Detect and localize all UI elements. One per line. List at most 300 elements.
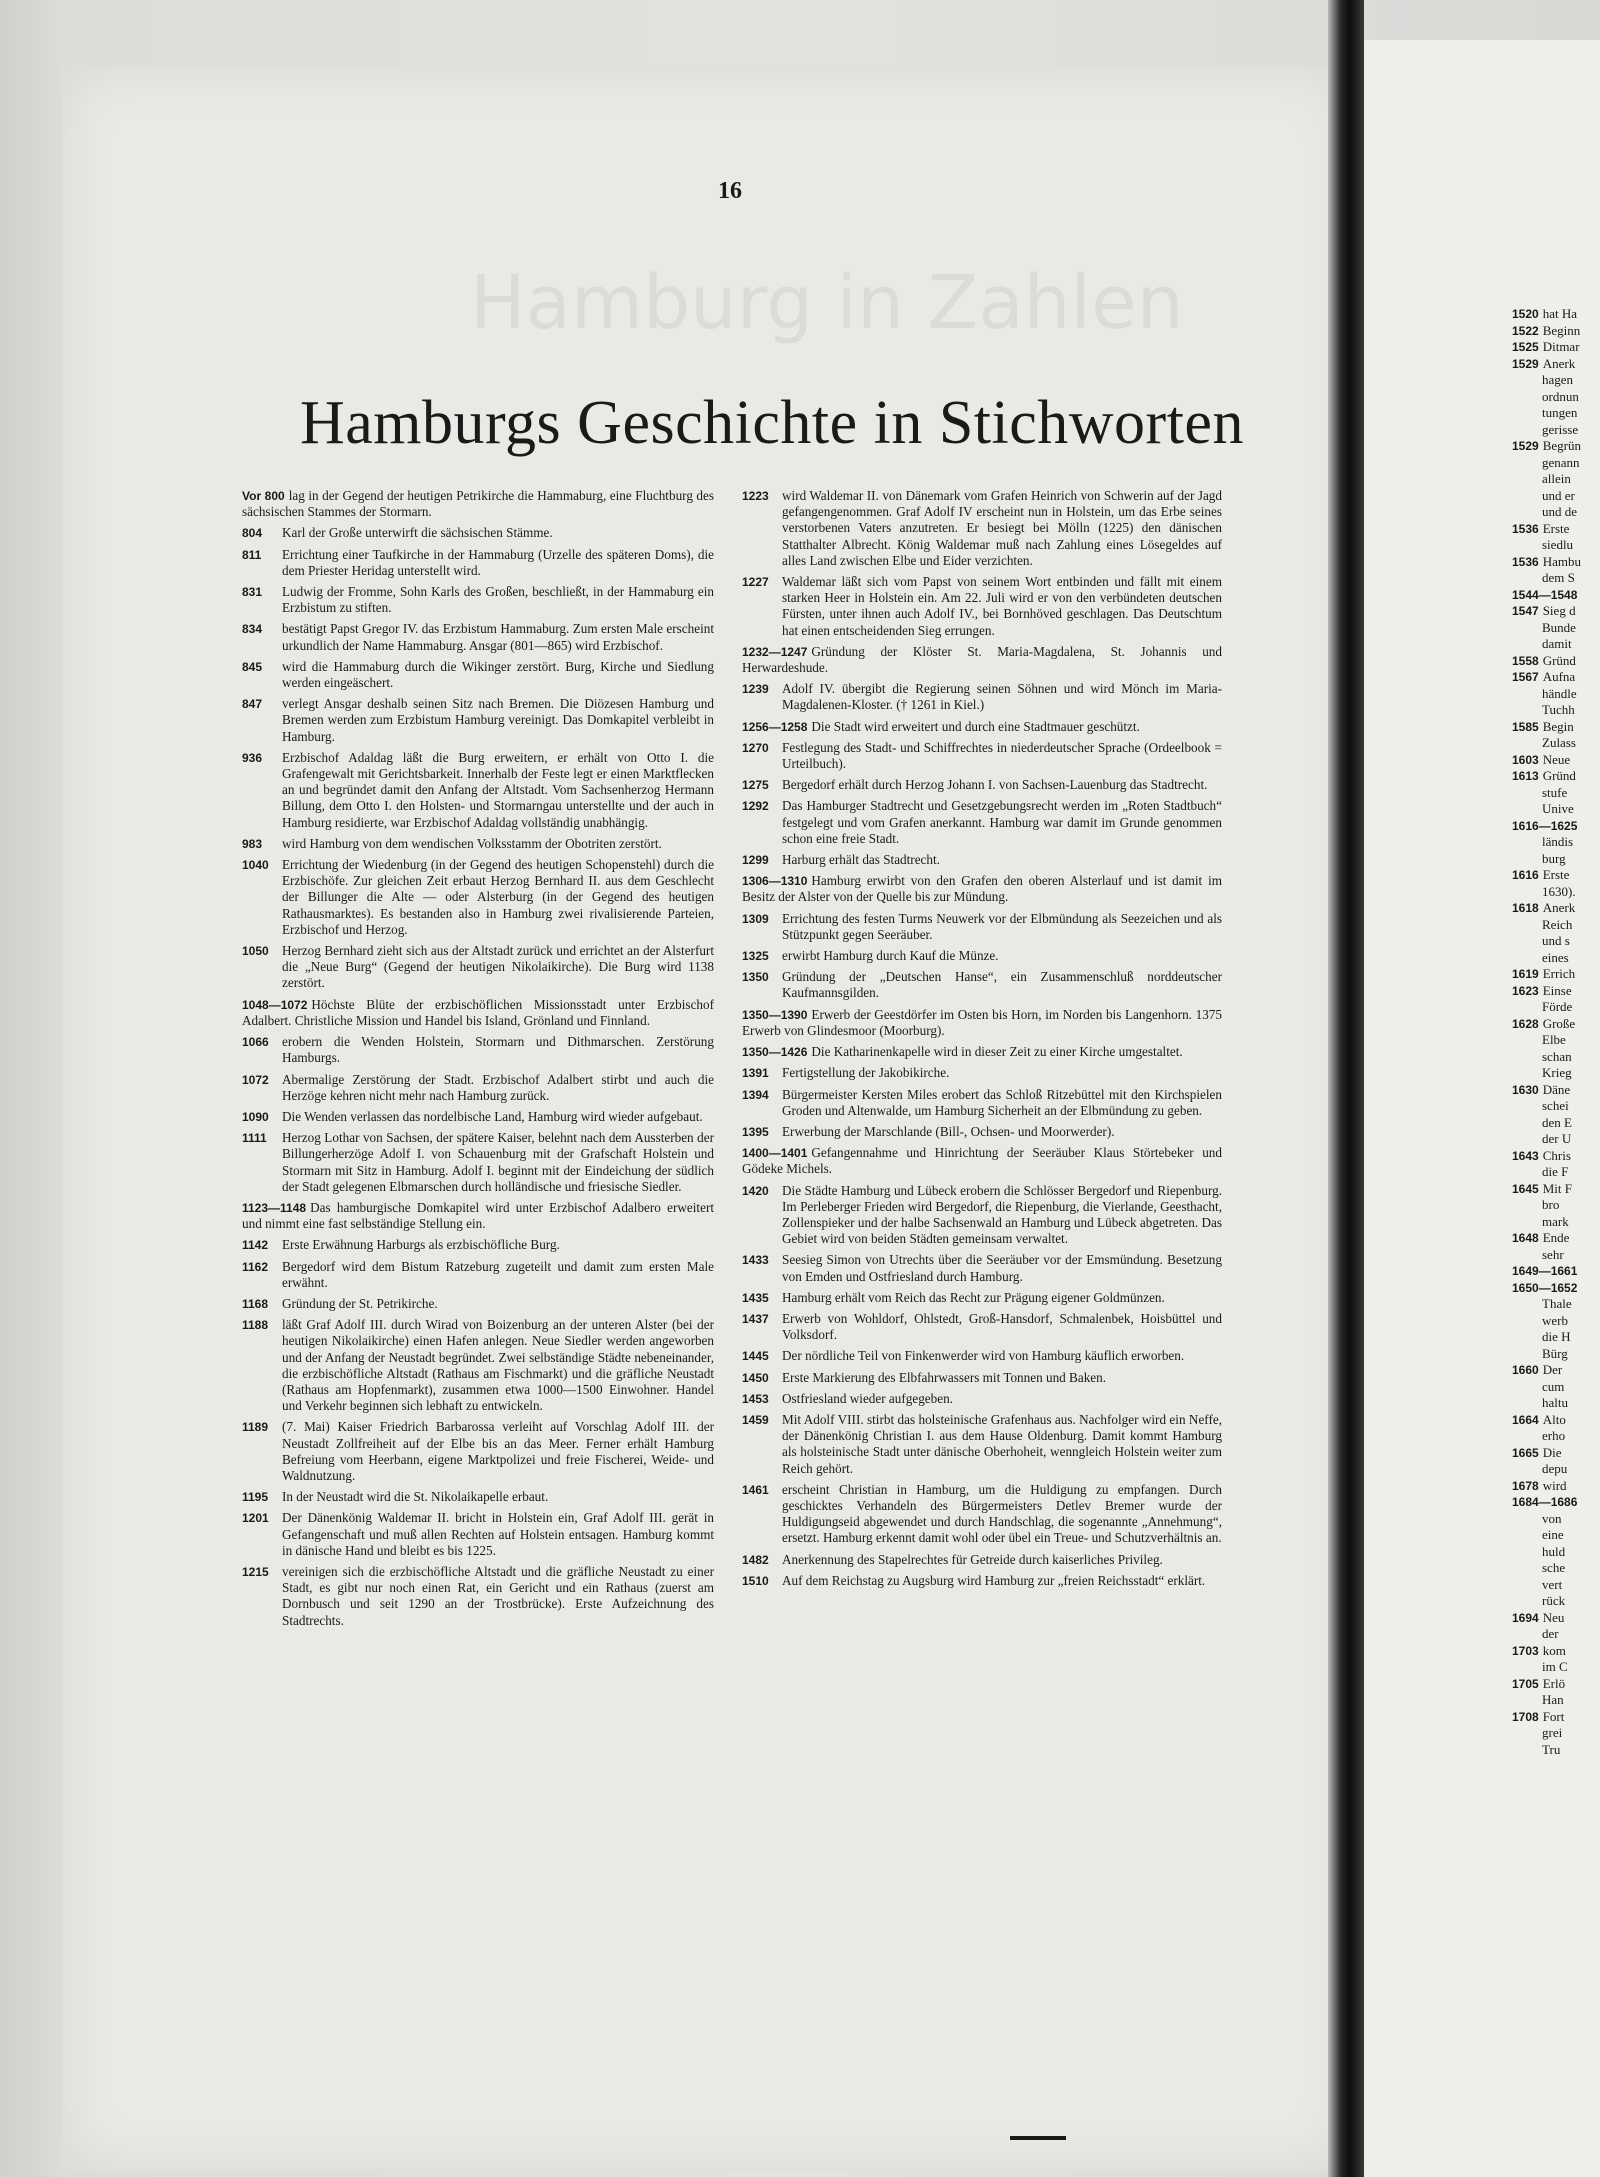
entry-year: 1567 (1512, 670, 1539, 684)
entry-year: 1223 (742, 489, 769, 503)
next-page-line (1512, 323, 1600, 340)
next-page-line (1512, 1346, 1600, 1363)
next-page-line (1512, 818, 1600, 835)
next-page-line (1512, 521, 1600, 538)
next-page-line (1512, 1280, 1600, 1297)
next-page-line (1512, 488, 1600, 505)
entry-text: siedlu (1542, 537, 1574, 552)
entry-year: 1547 (1512, 604, 1539, 618)
next-page-line (1512, 768, 1600, 785)
chronology-entry (742, 798, 1222, 847)
entry-year: 1232—1247 (742, 644, 808, 659)
entry-text: Seesieg Simon von Utrechts über die Seeräuber vor der Emsmündung. Besetzung von Emden und Ostfriesland durch Hamburg. (782, 1252, 1222, 1284)
next-page-line (1512, 752, 1600, 769)
entry-text: Bergedorf wird dem Bistum Ratzeburg zugeteilt und damit zum ersten Male erwähnt. (282, 1258, 714, 1290)
next-page-line (1512, 1131, 1600, 1148)
entry-year: 1400—1401 (742, 1146, 808, 1161)
entry-year: 1299 (742, 853, 769, 868)
entry-year: 1433 (742, 1253, 769, 1268)
entry-text: genann (1542, 454, 1580, 470)
entry-text: depu (1542, 1461, 1568, 1476)
entry-text: eine (1542, 1527, 1564, 1542)
chronology-entry (242, 621, 714, 653)
entry-year: 1664 (1512, 1412, 1539, 1427)
next-page-line (1512, 537, 1600, 554)
entry-year: 1270 (742, 740, 769, 755)
next-page-line (1512, 983, 1600, 1000)
next-page-line (1512, 1329, 1600, 1346)
entry-year: 1645 (1512, 1181, 1539, 1196)
entry-text: im C (1542, 1659, 1568, 1674)
entry-text: Elbe (1542, 1032, 1566, 1047)
entry-year: 1529 (1512, 439, 1539, 453)
chronology-entry (742, 1290, 1222, 1306)
chronology-entry (742, 1370, 1222, 1386)
entry-year: 1459 (742, 1412, 769, 1427)
entry-text: Waldemar läßt sich vom Papst von seinem Wort entbinden und fällt mit einem starken Heer in Holstein ein. Am 22. Juli wird er von den verbündeten deutschen Fürsten, unter ihnen auch Adolf IV., bei Bornhöved geschlagen. Das Deutschtum hat einen entscheidenden Sieg errungen. (782, 574, 1222, 638)
entry-year: 1628 (1512, 1016, 1539, 1031)
entry-year: 1227 (742, 575, 769, 590)
entry-year: 1630 (1512, 1082, 1539, 1097)
chronology-entry (242, 584, 714, 616)
chronology-entry (242, 547, 714, 579)
entry-year: 834 (242, 622, 263, 637)
entry-text: Errichtung des festen Turms Neuwerk vor der Elbmündung als Seezeichen und als Stützpunkt gegen Seeräuber. (782, 910, 1222, 942)
page-title: Hamburgs Geschichte in Stichworten (300, 389, 1244, 457)
entry-year: 1510 (742, 1573, 769, 1588)
chronology-entry (742, 1252, 1222, 1284)
chronology-entry (742, 681, 1222, 713)
next-page-line (1512, 950, 1600, 967)
next-page-line (1512, 1032, 1600, 1049)
chronology-entry (242, 1034, 714, 1066)
entry-text: wird Waldemar II. von Dänemark vom Grafen Heinrich von Schwerin auf der Jagd gefangengenommen. Graf Adolf IV erscheint nun in Holstein, um das Erbe seines verstorbenen Vaters anzutreten. Er besiegt bei Mölln (1225) den dänischen Statthalter Albrecht. König Waldemar muß nach Zahlung eines Lösegeldes auf alles Land zwischen Elbe und Eider verzichten. (782, 488, 1222, 568)
entry-text: die F (1542, 1164, 1569, 1179)
entry-text: Errichtung der Wiedenburg (in der Gegend des heutigen Schopenstehl) durch die Erzbischöfe. Zur gleichen Zeit erbaut Herzog Bernhard II. aus dem Geschlecht der Billunger die Alte — oder Alsterburg (in der Gegend des heutigen Rathausmarktes). Es bestanden also in Hamburg zwei rivalisierende Parteien, Erzbischof und Herzog. (282, 857, 714, 937)
entry-year: 1520 (1512, 307, 1539, 321)
entry-year: 1437 (742, 1311, 769, 1326)
entry-year: 1450 (742, 1370, 769, 1385)
entry-text: kom (1542, 1642, 1566, 1658)
entry-text: verlegt Ansgar deshalb seinen Sitz nach Bremen. Die Diözesen Hamburg und Bremen werden zum Erzbistum Hamburg vereinigt. Das Domkapitel verbleibt in Hamburg. (282, 696, 714, 744)
entry-text: Erste Markierung des Elbfahrwassers mit Tonnen und Baken. (782, 1369, 1107, 1385)
next-page-line (1512, 1511, 1600, 1528)
entry-year: 804 (242, 526, 263, 541)
next-page-line (1512, 389, 1600, 406)
entry-year: 1525 (1512, 340, 1539, 354)
entry-text: stufe (1542, 784, 1568, 800)
chronology-entry (742, 1044, 1222, 1060)
entry-year: 1660 (1512, 1363, 1539, 1377)
next-page-line (1512, 1098, 1600, 1115)
entry-year: 1623 (1512, 983, 1539, 998)
entry-text: erobern die Wenden Holstein, Stormarn und Dithmarschen. Zerstörung Hamburgs. (282, 1034, 714, 1066)
next-page-line (1512, 1214, 1600, 1231)
entry-text: hat Ha (1542, 306, 1577, 321)
entry-text: Anerk (1542, 900, 1576, 915)
entry-text: Herzog Lothar von Sachsen, der spätere Kaiser, belehnt nach dem Aussterben der Billungerherzöge Adolf I. von Schauenburg mit der Grafschaft Holstein und Stormarn mit Sitz in Hamburg. Adolf I. beginnt mit der Eindeichung der südlich der Stadt gelegenen Elbmarschen durch holländische und friesische Siedler. (282, 1130, 714, 1194)
entry-year: 1522 (1512, 323, 1539, 338)
entry-text: schei (1542, 1098, 1569, 1113)
next-page-line (1512, 884, 1600, 901)
next-page-line (1512, 1148, 1600, 1165)
entry-text: Der nördliche Teil von Finkenwerder wird von Hamburg käuflich erworben. (782, 1348, 1185, 1364)
next-page-line (1512, 1181, 1600, 1198)
chronology-entry (742, 873, 1222, 905)
entry-text: Hambu (1542, 553, 1581, 569)
next-page-line (1512, 471, 1600, 488)
next-page-line (1512, 1428, 1600, 1445)
entry-year: 1616 (1512, 868, 1539, 882)
entry-text: Ende (1542, 1230, 1570, 1245)
entry-year: 1619 (1512, 967, 1539, 981)
next-page-line (1512, 1230, 1600, 1247)
next-page-line (1512, 851, 1600, 868)
book-gutter (1328, 0, 1364, 2177)
next-page-line (1512, 1626, 1600, 1643)
entry-text: eines (1542, 949, 1569, 965)
entry-text: Hamburg erwirbt von den Grafen den oberen Alsterlauf und ist damit im Besitz der Alster von der Quelle bis zur Mündung. (742, 873, 1222, 905)
entry-year: 1435 (742, 1290, 769, 1305)
entry-text: Das hamburgische Domkapitel wird unter Erzbischof Adalbero erweitert und nimmt eine fast selbständige Stellung ein. (242, 1199, 714, 1232)
next-page-line (1512, 1164, 1600, 1181)
entry-year: 1536 (1512, 554, 1539, 569)
entry-text: schan (1542, 1048, 1572, 1064)
left-text-column (242, 488, 714, 1634)
entry-text: burg (1542, 850, 1566, 866)
entry-year: 1482 (742, 1552, 769, 1567)
bottom-mark (1010, 2136, 1066, 2140)
entry-text: rück (1542, 1593, 1566, 1608)
entry-text: (7. Mai) Kaiser Friedrich Barbarossa verleiht auf Vorschlag Adolf III. der Neustadt Zollfreiheit auf der Elbe bis an das Meer. Ferner erhält Hamburg Befreiung vom Heerbann, eigene Marktpolizei und freie Fischerei, Weide- und Waldnutzung. (282, 1419, 714, 1483)
entry-year: 1613 (1512, 769, 1539, 783)
next-page-line (1512, 306, 1600, 323)
entry-text: Gründ (1542, 652, 1576, 668)
entry-text: Die Katharinenkapelle wird in dieser Zeit zu einer Kirche umgestaltet. (811, 1044, 1183, 1060)
next-page-line (1512, 1692, 1600, 1709)
entry-year: 1162 (242, 1259, 269, 1274)
entry-year: 1309 (742, 911, 769, 926)
entry-year: 1391 (742, 1066, 769, 1081)
entry-text: haltu (1542, 1395, 1568, 1410)
chronology-entry (742, 1183, 1222, 1248)
chronology-entry (242, 1489, 714, 1505)
entry-text: hagen (1542, 372, 1574, 387)
entry-year: 983 (242, 836, 263, 851)
next-page-line (1512, 1494, 1600, 1511)
next-page-line (1512, 372, 1600, 389)
entry-year: 1215 (242, 1564, 269, 1579)
entry-text: Tuchh (1542, 702, 1575, 717)
entry-text: Neue (1542, 751, 1571, 767)
next-page-line (1512, 1709, 1600, 1726)
entry-year: 847 (242, 697, 263, 712)
entry-text: Bürgermeister Kersten Miles erobert das Schloß Ritzebüttel mit den Kirchspielen Groden und Altenwalde, um Hamburg Sicherheit an der Elbmündung zu geben. (782, 1086, 1222, 1118)
entry-year: 845 (242, 659, 263, 674)
entry-text: Auf dem Reichstag zu Augsburg wird Hamburg zur „freien Reichsstadt“ erklärt. (782, 1572, 1206, 1588)
chronology-entry (242, 659, 714, 691)
next-page-line (1512, 653, 1600, 670)
entry-text: Erwerb der Geestdörfer im Osten bis Horn, im Norden bis Langenhorn. 1375 Erwerb von Glindesmoor (Moorburg). (742, 1006, 1222, 1038)
entry-text: dem S (1542, 570, 1575, 585)
next-page-line (1512, 1379, 1600, 1396)
chronology-entry (742, 852, 1222, 868)
chronology-entry (242, 1317, 714, 1414)
entry-year: 1090 (242, 1109, 269, 1124)
entry-year: 1665 (1512, 1445, 1539, 1460)
entry-year: 1189 (242, 1420, 269, 1435)
entry-year: 1705 (1512, 1676, 1539, 1691)
chronology-entry (242, 1109, 714, 1125)
entry-year: 1195 (242, 1490, 269, 1505)
chronology-entry (242, 750, 714, 831)
entry-text: cum (1542, 1378, 1565, 1394)
next-page-line (1512, 1659, 1600, 1676)
chronology-entry (742, 574, 1222, 639)
entry-text: In der Neustadt wird die St. Nikolaikapelle erbaut. (282, 1489, 549, 1505)
next-page-line (1512, 900, 1600, 917)
entry-text: bestätigt Papst Gregor IV. das Erzbistum Hammaburg. Zum ersten Male erscheint urkundlich der Name Hammaburg. Ansgar (801—865) wird Erzbischof. (282, 621, 714, 653)
entry-year: 1694 (1512, 1610, 1539, 1625)
next-page-line (1512, 1115, 1600, 1132)
entry-year: 1123—1148 (242, 1200, 307, 1215)
entry-text: mark (1542, 1213, 1569, 1229)
entry-text: Einse (1542, 982, 1572, 998)
entry-text: Thale (1542, 1296, 1572, 1311)
entry-year: 1616—1625 (1512, 818, 1578, 833)
next-page-line (1512, 686, 1600, 703)
next-page-line (1512, 554, 1600, 571)
entry-text: Beginn (1542, 322, 1581, 338)
next-page-line (1512, 504, 1600, 521)
chronology-entry (742, 1482, 1222, 1547)
next-page-line (1512, 570, 1600, 587)
entry-text: Ditmar (1542, 339, 1580, 354)
entry-text: erscheint Christian in Hamburg, um die Huldigung zu empfangen. Durch geschicktes Verhandeln des Bürgermeisters Detlev Bremer wurde der Huldigungseid abgewendet und durch Handschlag, die sogenannte „Annehmung“, ersetzt. Hamburg erkennt damit wohl oder übel ein Treue- und Schutzverhältnis an. (782, 1481, 1222, 1546)
entry-year: 1603 (1512, 752, 1539, 767)
entry-text: Unive (1542, 801, 1574, 816)
entry-text: Herzog Bernhard zieht sich aus der Altstadt zurück und errichtet an der Alsterfurt die „Neue Burg“ (Gegend der heutigen Nikolaikirche). Die Burg wird 1138 zerstört. (282, 943, 714, 991)
chronology-entry (742, 1124, 1222, 1140)
chronology-entry (742, 911, 1222, 943)
entry-text: Förde (1542, 999, 1573, 1014)
entry-text: tungen (1542, 405, 1578, 420)
next-page-line (1512, 1412, 1600, 1429)
chronology-entry (742, 1573, 1222, 1589)
entry-text: Anerkennung des Stapelrechtes für Getreide durch kaiserliches Privileg. (782, 1551, 1163, 1567)
entry-year: 1643 (1512, 1148, 1539, 1163)
entry-text: Abermalige Zerstörung der Stadt. Erzbischof Adalbert stirbt und auch die Herzöge kehren nicht mehr nach Hamburg zurück. (282, 1071, 714, 1103)
entry-text: erho (1542, 1428, 1566, 1443)
entry-text: werb (1542, 1312, 1568, 1328)
entry-text: vert (1542, 1576, 1563, 1592)
entry-text: Erste Erwähnung Harburgs als erzbischöfliche Burg. (282, 1237, 560, 1253)
entry-text: der U (1542, 1131, 1572, 1146)
entry-text: Erwerbung der Marschlande (Bill-, Ochsen- und Moorwerder). (782, 1123, 1115, 1139)
next-page-line (1512, 455, 1600, 472)
next-page-line (1512, 1676, 1600, 1693)
entry-year: 1618 (1512, 901, 1539, 915)
entry-year: 1306—1310 (742, 874, 808, 889)
chronology-entry (742, 1311, 1222, 1343)
next-page-line (1512, 834, 1600, 851)
entry-year: 1708 (1512, 1709, 1539, 1724)
entry-year: 1350—1390 (742, 1007, 808, 1022)
next-page-line (1512, 999, 1600, 1016)
entry-text: Däne (1542, 1081, 1571, 1097)
entry-text: gerisse (1542, 421, 1579, 437)
entry-year: 1239 (742, 682, 769, 697)
entry-text: Erwerb von Wohldorf, Ohlstedt, Groß-Hansdorf, Schmalenbek, Hoisbüttel und Volksdorf. (782, 1310, 1222, 1343)
entry-text: Erlö (1542, 1675, 1566, 1691)
entry-text: Gründung der „Deutschen Hanse“, ein Zusammenschluß norddeutscher Kaufmannsgilden. (782, 969, 1222, 1001)
next-page-line (1512, 1544, 1600, 1561)
entry-text: Aufna (1542, 669, 1576, 684)
entry-text: ordnun (1542, 388, 1579, 404)
entry-text: Fertigstellung der Jakobikirche. (782, 1065, 950, 1081)
next-page-line (1512, 1445, 1600, 1462)
entry-text: Mit Adolf VIII. stirbt das holsteinische Grafenhaus aus. Nachfolger wird ein Neffe, der Dänenkönig Christian I. aus dem Hause Oldenburg. Damit kommt Hamburg als holsteinische Stadt unter dänische Oberhoheit, wenngleich Holstein weiter zum Reich gehört. (782, 1411, 1222, 1476)
entry-text: händle (1542, 685, 1577, 701)
entry-year: 1066 (242, 1035, 269, 1050)
entry-year: 1350 (742, 970, 769, 985)
entry-year: 1529 (1512, 356, 1539, 371)
entry-text: Fort (1542, 1708, 1565, 1724)
chronology-entry (242, 1259, 714, 1291)
entry-text: von (1542, 1510, 1562, 1526)
chronology-entry (242, 997, 714, 1029)
chronology-entry (742, 1391, 1222, 1407)
entry-year: 1111 (242, 1131, 267, 1146)
entry-year: 1040 (242, 858, 269, 873)
entry-text: Karl der Große unterwirft die sächsischen Stämme. (282, 525, 553, 541)
next-page-line (1512, 1082, 1600, 1099)
chronology-entry (742, 1145, 1222, 1177)
chronology-entry (242, 1237, 714, 1253)
chronology-entry (742, 644, 1222, 676)
entry-text: Chris (1542, 1147, 1571, 1163)
entry-text: Der Dänenkönig Waldemar II. bricht in Holstein ein, Graf Adolf III. gerät in Gefangenschaft und muß allen Rechten auf Holstein entsagen. Hamburg kommt in dänische Hand und bleibt es bis 1225. (282, 1510, 714, 1558)
entry-text: Krieg (1542, 1065, 1572, 1080)
chronology-entry (742, 719, 1222, 735)
entry-text: Gründung der St. Petrikirche. (282, 1295, 438, 1311)
chronology-entry (742, 1007, 1222, 1039)
entry-year: 1453 (742, 1391, 769, 1406)
show-through-title: Hamburg in Zahlen (470, 260, 1184, 346)
entry-text: Ludwig der Fromme, Sohn Karls des Großen, beschließt, in der Hammaburg ein Erzbistum zu stiften. (282, 584, 714, 616)
entry-year: 1256—1258 (742, 719, 808, 734)
entry-text: die H (1542, 1329, 1571, 1344)
entry-text: Große (1542, 1015, 1576, 1031)
next-page-line (1512, 702, 1600, 719)
entry-text: erwirbt Hamburg durch Kauf die Münze. (782, 948, 999, 964)
entry-text: Die Stadt wird erweitert und durch eine Stadtmauer geschützt. (811, 718, 1140, 734)
entry-year: Vor 800 (242, 489, 285, 503)
chronology-entry (242, 1296, 714, 1312)
next-page-line (1512, 1725, 1600, 1742)
next-page-line (1512, 1197, 1600, 1214)
entry-year: 1703 (1512, 1643, 1539, 1658)
entry-text: Die (1542, 1444, 1562, 1460)
entry-year: 1350—1426 (742, 1045, 808, 1060)
entry-text: Alto (1542, 1411, 1566, 1427)
entry-year: 1648 (1512, 1231, 1539, 1245)
chronology-entry (242, 836, 714, 852)
entry-text: Errichtung einer Taufkirche in der Hammaburg (Urzelle des späteren Doms), die dem Priester Heridag unterstellt wird. (282, 546, 714, 578)
entry-text: sehr (1542, 1246, 1564, 1262)
next-page-line (1512, 1643, 1600, 1660)
next-page-line (1512, 1577, 1600, 1594)
entry-text: Das Hamburger Stadtrecht und Gesetzgebungsrecht werden im „Roten Stadtbuch“ festgelegt und vom Grafen anerkannt. Hamburg war damit im Grunde genommen schon eine freie Stadt. (782, 798, 1222, 846)
chronology-entry (242, 696, 714, 745)
next-page-column (1512, 306, 1600, 1758)
entry-text: der (1542, 1626, 1559, 1641)
entry-year: 1188 (242, 1318, 269, 1333)
next-page-line (1512, 933, 1600, 950)
chronology-entry (242, 1130, 714, 1195)
entry-text: Tru (1542, 1741, 1561, 1757)
chronology-entry (242, 1564, 714, 1629)
entry-year: 1461 (742, 1482, 769, 1497)
entry-text: Han (1542, 1692, 1564, 1707)
next-page-line (1512, 587, 1600, 604)
next-page-line (1512, 1478, 1600, 1495)
entry-text: Der (1542, 1362, 1563, 1377)
entry-text: Ostfriesland wieder aufgegeben. (782, 1390, 953, 1406)
entry-text: Höchste Blüte der erzbischöflichen Missionsstadt unter Erzbischof Adalbert. Christliche Mission und Handel bis Island, Grönland und Finnland. (242, 996, 714, 1028)
entry-text: 1630). (1542, 883, 1576, 899)
entry-text: Adolf IV. übergibt die Regierung seinen Söhnen und wird Mönch im Maria-Magdalenen-Kloster. († 1261 in Kiel.) (782, 681, 1222, 713)
entry-year: 831 (242, 585, 263, 600)
entry-year: 1420 (742, 1183, 769, 1198)
entry-text: Bürg (1542, 1345, 1568, 1361)
chronology-entry (242, 1200, 714, 1232)
entry-text: Errich (1542, 966, 1576, 981)
entry-text: Begrün (1542, 438, 1581, 453)
entry-text: huld (1542, 1543, 1566, 1559)
entry-year: 1325 (742, 949, 769, 964)
entry-year: 1201 (242, 1511, 269, 1526)
chronology-entry (242, 1510, 714, 1559)
chronology-entry (742, 1348, 1222, 1364)
entry-text: bro (1542, 1197, 1560, 1212)
next-page-line (1512, 867, 1600, 884)
entry-year: 1585 (1512, 719, 1539, 734)
next-page-line (1512, 735, 1600, 752)
next-page-line (1512, 966, 1600, 983)
entry-text: wird die Hammaburg durch die Wikinger zerstört. Burg, Kirche und Siedlung werden eingeäschert. (282, 658, 714, 691)
entry-text: grei (1542, 1725, 1563, 1740)
entry-text: und de (1542, 504, 1578, 519)
entry-text: damit (1542, 636, 1572, 651)
entry-year: 1558 (1512, 653, 1539, 668)
entry-text: Anerk (1542, 355, 1576, 371)
chronology-entry (742, 488, 1222, 569)
entry-text: lag in der Gegend der heutigen Petrikirche die Hammaburg, eine Fluchtburg des sächsischen Stammes der Stormarn. (242, 488, 715, 520)
next-page-line (1512, 1049, 1600, 1066)
next-page-line (1512, 719, 1600, 736)
next-page-line (1512, 1362, 1600, 1379)
entry-year: 1678 (1512, 1478, 1539, 1493)
entry-year: 1050 (242, 944, 269, 959)
next-page-line (1512, 1263, 1600, 1280)
entry-text: vereinigen sich die erzbischöfliche Altstadt und die gräfliche Neustadt zu einer Stadt, es gibt nur noch einen Rat, ein Gericht und ein Rathaus (zuerst am Dornbusch und seit 1290 an der Trostbrücke). Erste Aufzeichnung des Stadtrechts. (282, 1563, 714, 1628)
entry-text: Erste (1542, 520, 1570, 536)
chronology-entry (242, 525, 714, 541)
entry-text: Hamburg erhält vom Reich das Recht zur Prägung eigener Goldmünzen. (782, 1289, 1165, 1305)
entry-text: ländis (1542, 834, 1574, 849)
chronology-entry (742, 969, 1222, 1001)
